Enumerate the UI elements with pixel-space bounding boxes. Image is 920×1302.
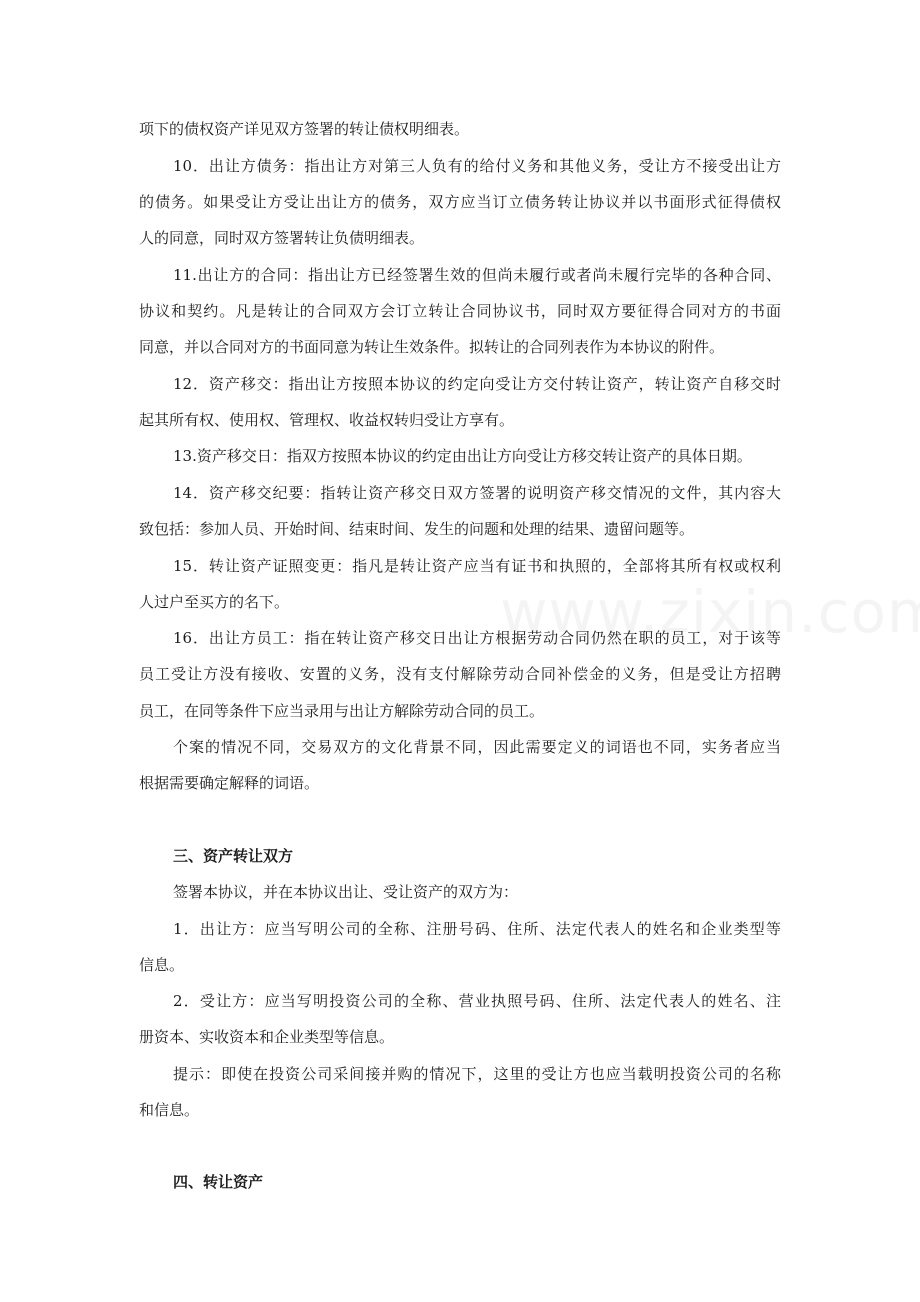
paragraph-line: 和信息。 — [139, 1101, 200, 1119]
section-heading: 四、转让资产 — [173, 1173, 264, 1191]
paragraph-line: 提示：即使在投资公司采间接并购的情况下，这里的受让方也应当载明投资公司的名称 — [173, 1065, 781, 1083]
paragraph-line: 根据需要确定解释的词语。 — [139, 774, 320, 792]
paragraph-line: 员工，在同等条件下应当录用与出让方解除劳动合同的员工。 — [139, 702, 545, 720]
section-heading: 三、资产转让双方 — [173, 847, 294, 865]
paragraph-line: 项下的债权资产详见双方签署的转让债权明细表。 — [139, 120, 470, 138]
paragraph-line: 1．出让方：应当写明公司的全称、注册号码、住所、法定代表人的姓名和企业类型等 — [173, 920, 781, 938]
paragraph-line: 人的同意，同时双方签署转让负债明细表。 — [139, 229, 425, 247]
paragraph-line: 致包括：参加人员、开始时间、结束时间、发生的问题和处理的结果、遗留问题等。 — [139, 520, 695, 538]
paragraph-line: 员工受让方没有接收、安置的义务，没有支付解除劳动合同补偿金的义务，但是受让方招聘 — [139, 665, 781, 683]
paragraph-line: 人过户至买方的名下。 — [139, 593, 290, 611]
paragraph-line: 13.资产移交日：指双方按照本协议的约定由出让方向受让方移交转让资产的具体日期。 — [173, 447, 752, 465]
paragraph-line: 信息。 — [139, 956, 185, 974]
paragraph-line: 16．出让方员工：指在转让资产移交日出让方根据劳动合同仍然在职的员工，对于该等 — [173, 629, 781, 647]
paragraph-line: 15．转让资产证照变更：指凡是转让资产应当有证书和执照的，全部将其所有权或权利 — [173, 557, 781, 575]
paragraph-line: 11.出让方的合同：指出让方已经签署生效的但尚未履行或者尚未履行完毕的各种合同、 — [173, 266, 781, 284]
paragraph-line: 起其所有权、使用权、管理权、收益权转归受让方享有。 — [139, 411, 515, 429]
paragraph-line: 10．出让方债务：指出让方对第三人负有的给付义务和其他义务，受让方不接受出让方 — [173, 157, 781, 175]
paragraph-line: 协议和契约。凡是转让的合同双方会订立转让合同协议书，同时双方要征得合同对方的书面 — [139, 302, 781, 320]
paragraph-line: 同意，并以合同对方的书面同意为转让生效条件。拟转让的合同列表作为本协议的附件。 — [139, 338, 725, 356]
paragraph-line: 个案的情况不同，交易双方的文化背景不同，因此需要定义的词语也不同，实务者应当 — [173, 738, 781, 756]
paragraph-line: 的债务。如果受让方受让出让方的债务，双方应当订立债务转让协议并以书面形式征得债权 — [139, 193, 781, 211]
paragraph-line: 册资本、实收资本和企业类型等信息。 — [139, 1028, 395, 1046]
paragraph-line: 14．资产移交纪要：指转让资产移交日双方签署的说明资产移交情况的文件，其内容大 — [173, 484, 781, 502]
paragraph-line: 2．受让方：应当写明投资公司的全称、营业执照号码、住所、法定代表人的姓名、注 — [173, 992, 781, 1010]
paragraph-line: 签署本协议，并在本协议出让、受让资产的双方为： — [173, 883, 519, 901]
paragraph-line: 12．资产移交：指出让方按照本协议的约定向受让方交付转让资产，转让资产自移交时 — [173, 375, 781, 393]
